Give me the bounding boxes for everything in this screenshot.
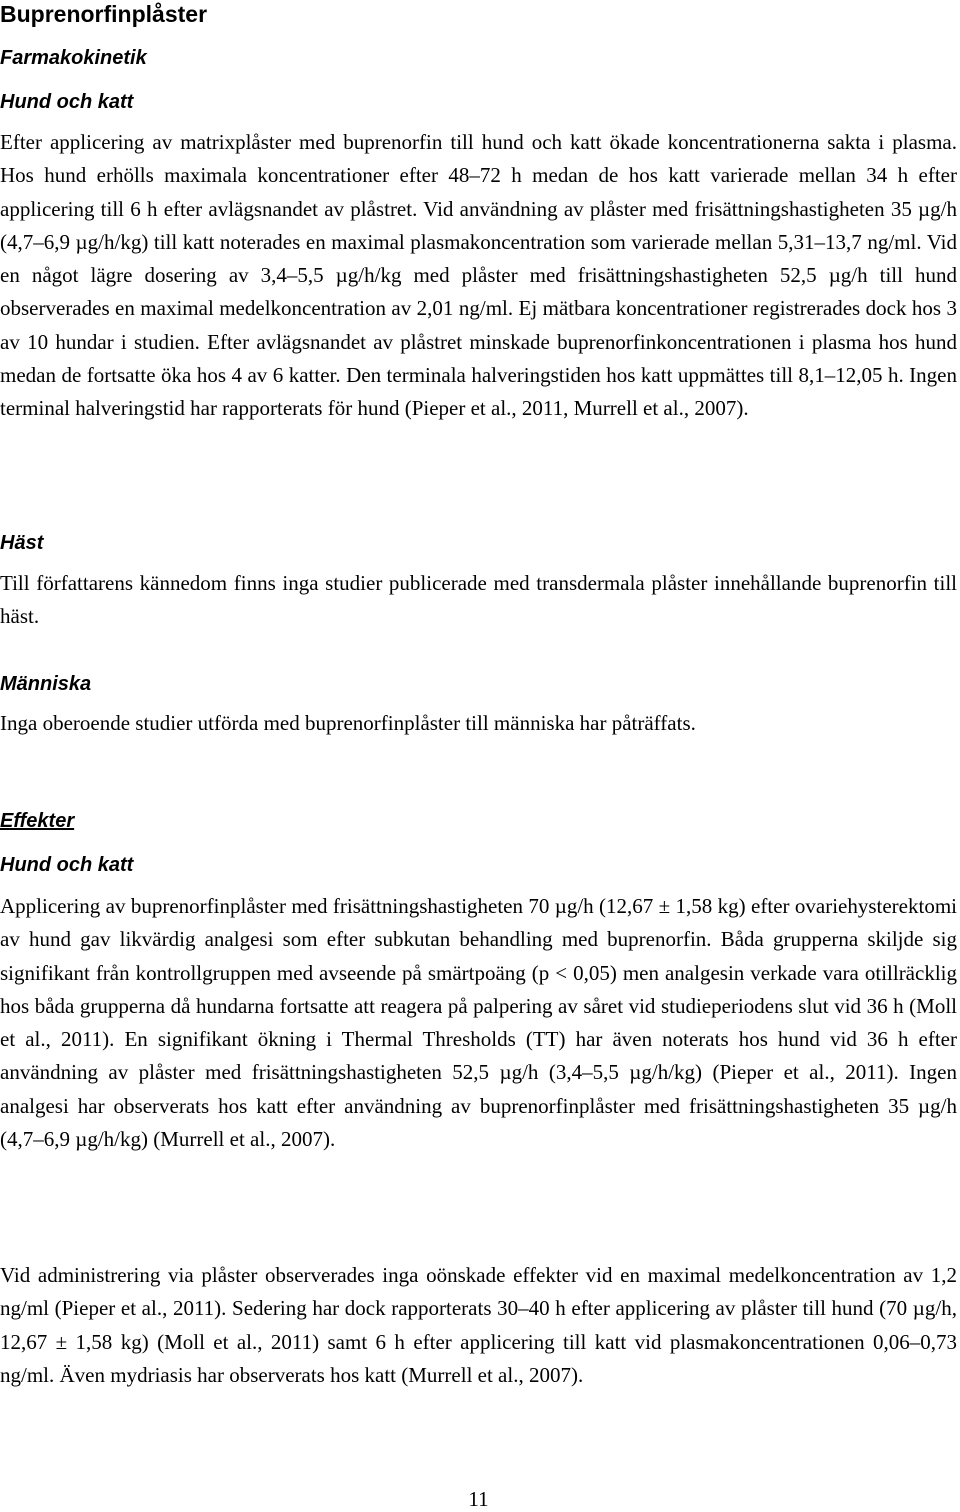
paragraph-farmakokinetik-hund-och-katt: Efter applicering av matrixplåster med buprenorfin till hund och katt ökade koncentrationerna sakta i plasma. Hos hund erhölls maximala koncentrationer efter 48–72 h medan de hos katt varierade mellan 34 h efter applicering till 6 h efter avlägsnandet av plåstret. Vid användning av plåster med frisättningshastigheten 35 µg/h (4,7–6,9 µg/h/kg) till katt noterades en maximal plasmakoncentration som varierade mellan 5,31–13,7 ng/ml. Vid en något lägre dosering av 3,4–5,5 µg/h/kg med plåster med frisättningshastigheten 52,5 µg/h till hund observerades en maximal medelkoncentration av 2,01 ng/ml. Ej mätbara koncentrationer registrerades dock hos 3 av 10 hundar i studien. Efter avlägsnandet av plåstret minskade buprenorfinkoncentrationen i plasma hos hund medan de fortsatte öka hos 4 av 6 katter. Den terminala halveringstiden hos katt uppmättes till 8,1–12,05 h. Ingen terminal halveringstid har rapporterats för hund (Pieper et al., 2011, Murrell et al., 2007). xyxy=(0,130,957,421)
subheading-manniska: Människa xyxy=(0,673,92,695)
paragraph-effekter-1: Applicering av buprenorfinplåster med frisättningshastigheten 70 µg/h (12,67 ± 1,58 kg) efter ovariehysterektomi av hund gav likvärdig analgesi som efter subkutan behandling med buprenorfin. Båda grupperna skiljde sig signifikant från kontrollgruppen med avseende på smärtpoäng (p < 0,05) men analgesin verkade vara otillräcklig hos båda grupperna då hundarna fortsatte att reagera på palpering av såret vid studieperiodens slut vid 36 h (Moll et al., 2011). En signifikant ökning i Thermal Thresholds (TT) har även noterats hos hund vid 36 h efter användning av plåster med frisättningshastigheten 52,5 µg/h (3,4–5,5 µg/h/kg) (Pieper et al., 2011). Ingen analgesi har observerats hos katt efter användning av buprenorfinplåster med frisättningshastigheten 35 µg/h (4,7–6,9 µg/h/kg) (Murrell et al., 2007). xyxy=(0,894,957,1152)
section-heading-effekter: Effekter xyxy=(0,810,75,832)
subheading-hund-och-katt-farmakokinetik: Hund och katt xyxy=(0,91,134,113)
paragraph-effekter-2: Vid administrering via plåster observerades inga oönskade effekter vid en maximal medelkoncentration av 1,2 ng/ml (Pieper et al., 2011). Sedering har dock rapporterats 30–40 h efter applicering av plåster till hund (70 µg/h, 12,67 ± 1,58 kg) (Moll et al., 2011) samt 6 h efter applicering till katt vid plasmakoncentrationen 0,06–0,73 ng/ml. Även mydriasis har observerats hos katt (Murrell et al., 2007). xyxy=(0,1263,957,1387)
paragraph-manniska: Inga oberoende studier utförda med buprenorfinplåster till människa har påträffats. xyxy=(0,711,696,735)
page-number: 11 xyxy=(468,1487,489,1511)
paragraph-hast: Till författarens kännedom finns inga studier publicerade med transdermala plåster innehållande buprenorfin till häst. xyxy=(0,571,957,629)
subheading-hund-och-katt-effekter: Hund och katt xyxy=(0,854,134,876)
document-title: Buprenorfinplåster xyxy=(0,1,208,27)
subheading-hast: Häst xyxy=(0,532,44,554)
section-heading-farmakokinetik: Farmakokinetik xyxy=(0,47,147,69)
